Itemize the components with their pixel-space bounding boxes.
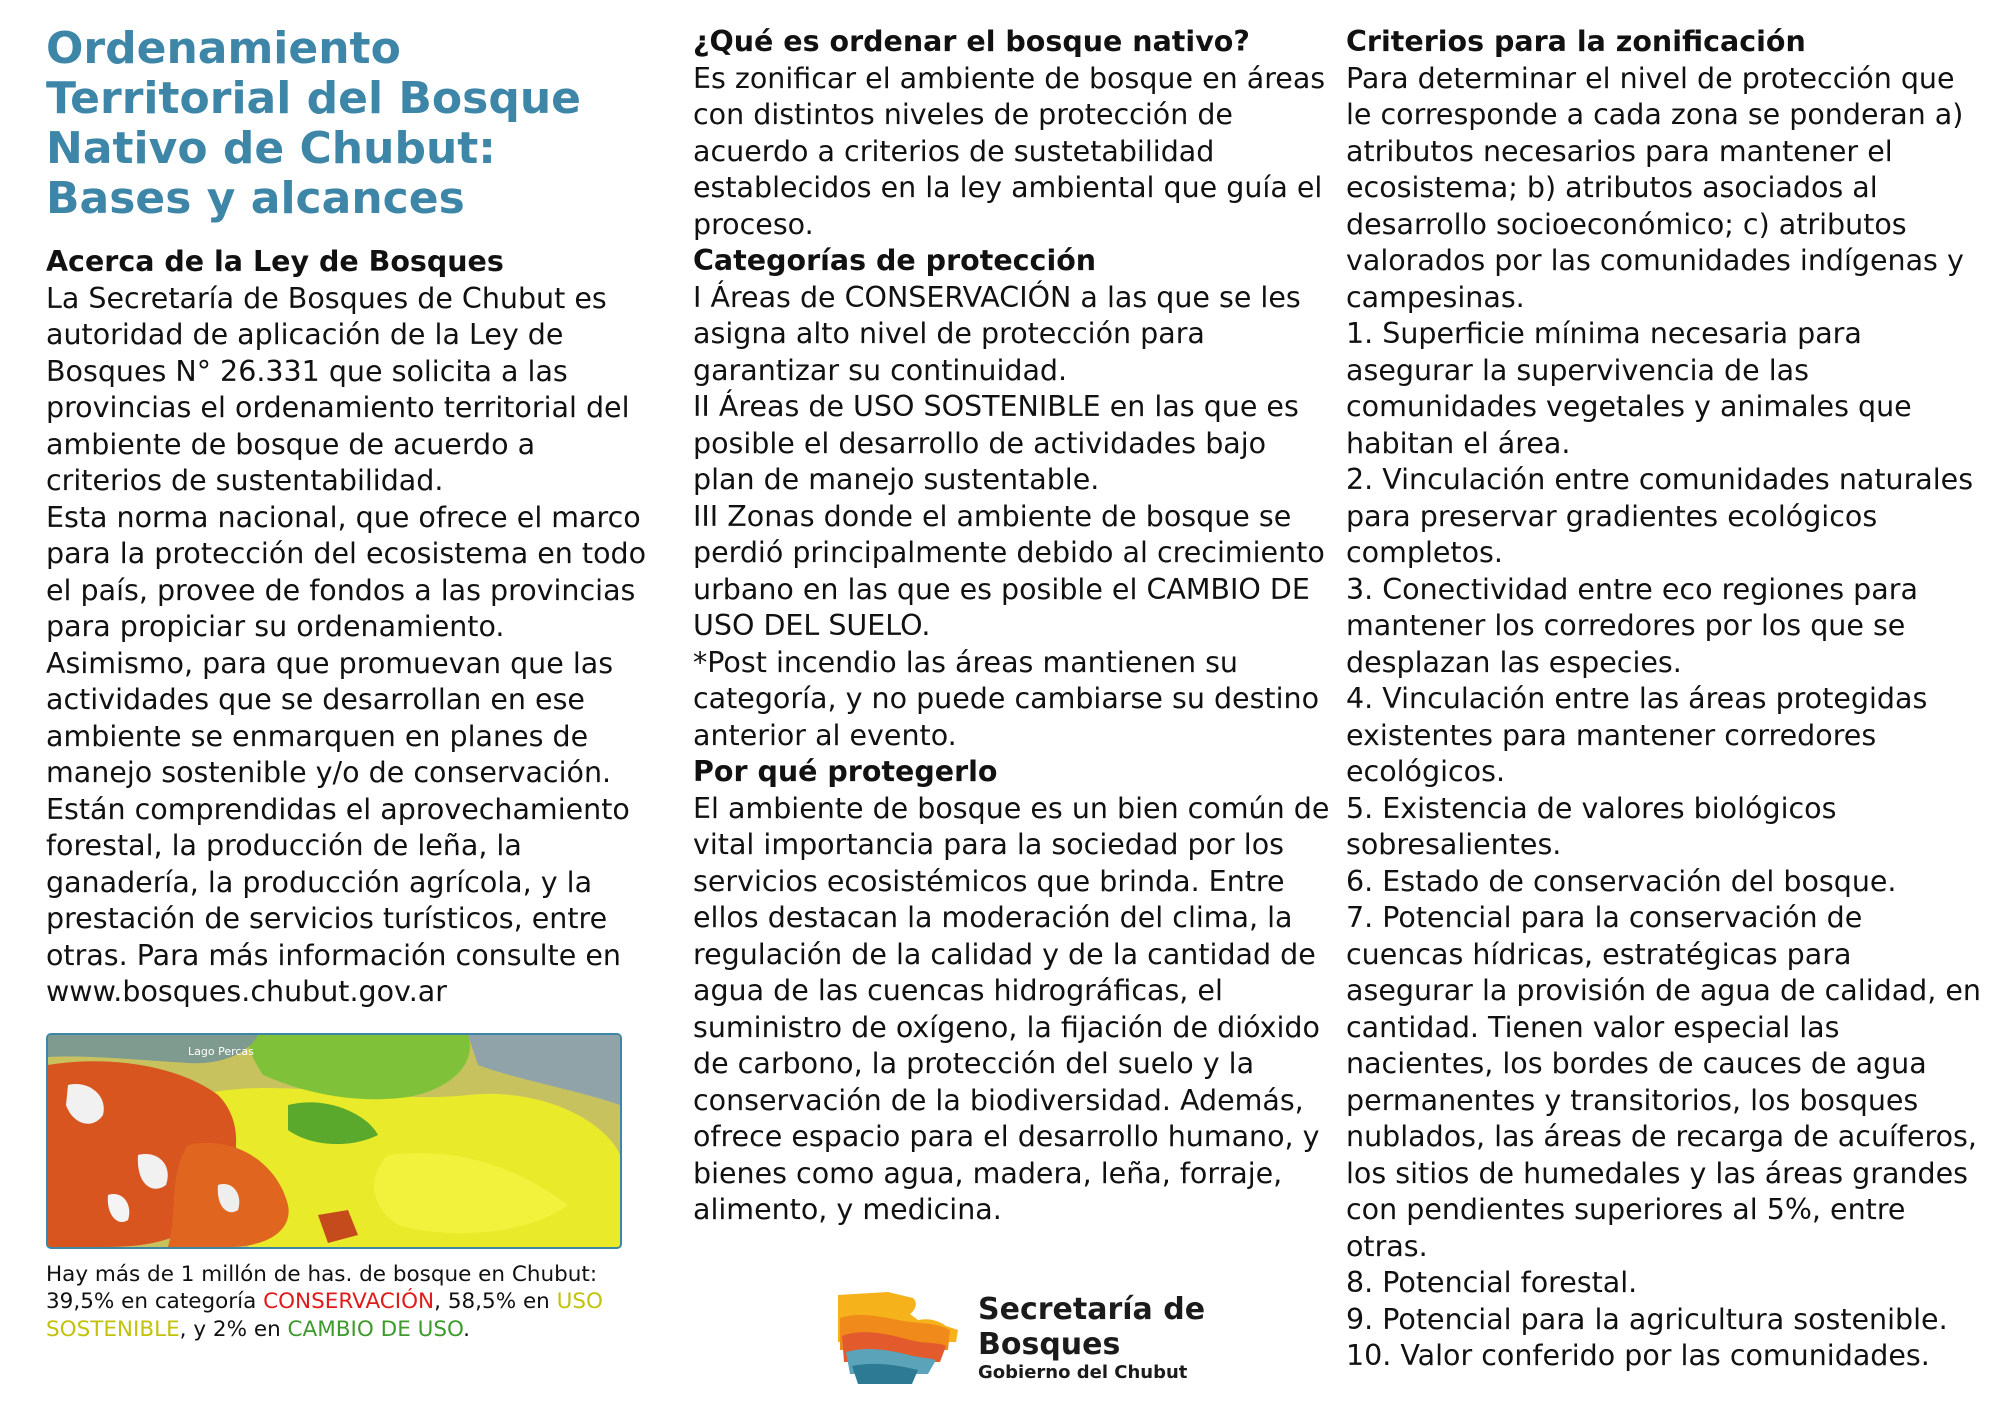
- criteria-item: 3. Conectividad entre eco regiones para mantener los corredores por los que se desplazan las especies.: [1346, 572, 1918, 679]
- criteria-item: 1. Superficie mínima necesaria para asegurar la supervivencia de las comunidades vegetales y animales que habitan el área.: [1346, 317, 1912, 460]
- category-item: I Áreas de CONSERVACIÓN a las que se les asigna alto nivel de protección para garantizar su continuidad.: [693, 280, 1301, 387]
- section-heading-por-que: Por qué protegerlo: [693, 755, 998, 788]
- map-illustration: [48, 1035, 620, 1247]
- caption-text: Hay más de 1 millón de has. de bosque en Chubut: 39,5% en categoría: [46, 1261, 598, 1314]
- paragraph: Para determinar el nivel de protección que le corresponde a cada zona se ponderan a) atributos necesarios para mantener el ecosistema; b) atributos asociados al desarrollo socioeconómico; c) atributos valorados por las comunidades indígenas y campesinas.: [1346, 61, 1964, 314]
- criteria-item: 7. Potencial para la conservación de cuencas hídricas, estratégicas para asegurar la provisión de agua de calidad, en cantidad. Tienen valor especial las nacientes, los bordes de cauces de agua permanentes y transitorios, los bosques nublados, las áreas de recarga de acuíferos, los sitios de humedales y las áreas grandes con pendientes superiores al 5%, entre otras.: [1346, 901, 1981, 1263]
- paragraph: La Secretaría de Bosques de Chubut es autoridad de aplicación de la Ley de Bosques N° 26.331 que solicita a las provincias el ordenamiento territorial del ambiente de bosque de acuerdo a criterios de sustentabilidad.: [46, 281, 630, 497]
- secretaria-logo: [818, 1290, 1218, 1390]
- logo-title-line: Secretaría de: [978, 1292, 1206, 1327]
- title-line: Ordenamiento: [46, 23, 401, 74]
- logo-title: [978, 1292, 1218, 1362]
- map-caption: [46, 1261, 656, 1344]
- paragraph: Es zonificar el ambiente de bosque en áreas con distintos niveles de protección de acuerdo a criterios de sustetabilidad establecidos en la ley ambiental que guía el proceso.: [693, 61, 1326, 241]
- category-item: II Áreas de USO SOSTENIBLE en las que es posible el desarrollo de actividades bajo plan de manejo sustentable.: [693, 390, 1299, 496]
- caption-text: .: [463, 1316, 470, 1342]
- title-line: Territorial del Bosque: [46, 73, 581, 124]
- column-left: [46, 24, 656, 1343]
- caption-conservacion: CONSERVACIÓN: [263, 1289, 435, 1314]
- column-right: [1346, 24, 1986, 1375]
- caption-uso-sostenible: USO SOSTENIBLE: [46, 1289, 603, 1342]
- section-heading-que-es: ¿Qué es ordenar el bosque nativo?: [693, 25, 1250, 58]
- title-line: Bases y alcances: [46, 173, 465, 224]
- category-item: III Zonas donde el ambiente de bosque se perdió principalmente debido al crecimiento urbano en las que es posible el CAMBIO DE USO DEL SUELO.: [693, 499, 1325, 642]
- page-title: [46, 24, 656, 224]
- title-line: Nativo de Chubut:: [46, 123, 496, 174]
- column-middle: [693, 24, 1333, 1229]
- forest-zoning-map-image: [46, 1033, 622, 1249]
- criteria-item: 2. Vinculación entre comunidades naturales para preservar gradientes ecológicos completos.: [1346, 463, 1974, 569]
- criteria-item: 5. Existencia de valores biológicos sobresalientes.: [1346, 791, 1837, 861]
- criteria-item: 4. Vinculación entre las áreas protegidas existentes para mantener corredores ecológicos.: [1346, 682, 1928, 788]
- map-place-label: Lago Percas: [188, 1044, 254, 1058]
- secretaria-logo-mark-icon: [818, 1290, 963, 1390]
- paragraph: Esta norma nacional, que ofrece el marco para la protección del ecosistema en todo el país, provee de fondos a las provincias para propiciar su ordenamiento. Asimismo, para que promuevan que las actividades que se desarrollan en ese ambiente se enmarquen en planes de manejo sostenible y/o de conservación. Están comprendidas el aprovechamiento forestal, la producción de leña, la ganadería, la producción agrícola, y la prestación de servicios turísticos, entre otras. Para más información consulte en www.bosques.chubut.gov.ar: [46, 500, 647, 1008]
- category-note: *Post incendio las áreas mantienen su categoría, y no puede cambiarse su destino anterior al evento.: [693, 645, 1320, 752]
- caption-text: , y 2% en: [179, 1316, 288, 1342]
- criteria-item: 10. Valor conferido por las comunidades.: [1346, 1339, 1930, 1372]
- criteria-item: 6. Estado de conservación del bosque.: [1346, 864, 1897, 898]
- criteria-item: 8. Potencial forestal.: [1346, 1266, 1638, 1299]
- logo-title-line: Bosques: [978, 1327, 1121, 1362]
- caption-text: , 58,5% en: [434, 1289, 557, 1314]
- section-heading-ley: Acerca de la Ley de Bosques: [46, 245, 504, 278]
- logo-subtitle: Gobierno del Chubut: [978, 1362, 1188, 1383]
- section-heading-criterios: Criterios para la zonificación: [1346, 25, 1806, 58]
- criteria-item: 9. Potencial para la agricultura sostenible.: [1346, 1302, 1948, 1336]
- paragraph: El ambiente de bosque es un bien común de vital importancia para la sociedad por los servicios ecosistémicos que brinda. Entre ellos destacan la moderación del clima, la regulación de la calidad y de la cantidad de agua de las cuencas hidrográficas, el suministro de oxígeno, la fijación de dióxido de carbono, la protección del suelo y la conservación de la biodiversidad. Además, ofrece espacio para el desarrollo humano, y bienes como agua, madera, leña, forraje, alimento, y medicina.: [693, 791, 1330, 1226]
- caption-cambio-uso: CAMBIO DE USO: [287, 1316, 464, 1342]
- section-heading-categorias: Categorías de protección: [693, 244, 1097, 277]
